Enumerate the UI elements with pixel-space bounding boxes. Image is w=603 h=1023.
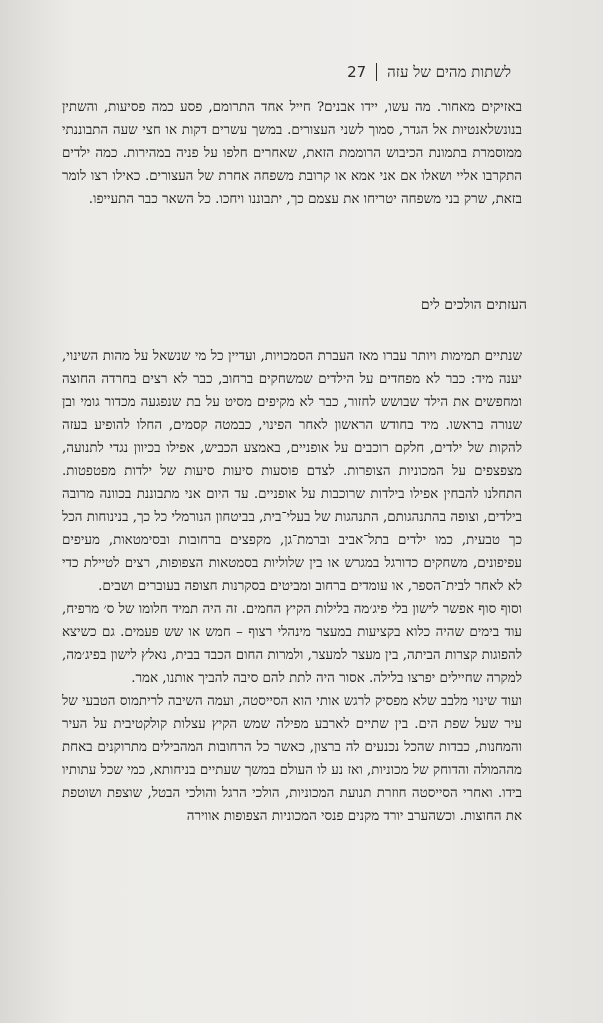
page-number: 27 [347,63,367,81]
paragraph: באזיקים מאחור. מה עשו, יידו אבנים? חייל אחד התרומם, פסע כמה פסיעות, והשתין בנונשלאנטיות אל הגדר, סמוך לשני העצורים. במשך עשרים דקות או חצי שעה התבוננתי ממוסמרת בתמונת הכיבוש הרוממת הזאת, שאחרים חלפו על פניה במהירות. כמה ילדים התקרבו אליי ושאלו אם אני אמא או קרובת משפחה אחרת של העצורים. כאילו רצו לומר בזאת, שרק בני משפחה יטריחו את עצמם כך, יתבוננו ויחכו. כל השאר כבר התעייפו. [62,100,522,207]
section-heading: העזתים הולכים לים [420,297,527,313]
body-text-top [62,96,522,211]
paragraph: וסוף סוף אפשר לישון בלי פיג׳מה בלילות הקיץ החמים. זה היה תמיד חלומו של ס׳ מרפיח, עוד בימים שהיה כלוא בקציעות במעצר מינהלי רצוף – חמש או שש פעמים. גם כשיצא להפוגות קצרות הביתה, בין מעצר למעצר, ולמרות החום הכבד בבית, נאלץ לישון בפיג׳מה, למקרה שחיילים יפרצו בלילה. אסור היה לתת להם סיבה להביך אותנו, אמר. [62,602,522,686]
paragraph: ועוד שינוי מלבב שלא מפסיק לרגש אותי הוא הסייסטה, ועמה השיבה לריתמוס הטבעי של עיר שעל שפת הים. בין שתיים לארבע מפילה שמש הקיץ עצלות קולקטיבית על העיר והמחנות, כבדות שהכל נכנעים לה ברצון, כאשר כל הרחובות המהבילים מתרוקנים באחת מההמולה והדוחק של מכוניות, ואז נע לו העולם במשך שעתיים בניחותא, כמי שכל עתותיו בידו. ואחרי הסייסטה חוזרת תנועת המכוניות, הולכי הרגל והולכי הבטל, שוצפת ושוטפת את החוצות. וכשהערב יורד מקנים פנסי המכוניות הצפופות אווירה [62,694,522,824]
running-header [70,60,511,84]
body-text-section [62,345,522,828]
paragraph: שנתיים תמימות ויותר עברו מאז העברת הסמכויות, ועדיין כל מי שנשאל על מהות השינוי, יענה מיד: כבר לא מפחדים על הילדים שמשחקים ברחוב, כבר לא רצים בחרדה החוצה ומחפשים את הילד שבושש לחזור, כבר לא מקיפים מסיט על בת שנפגעה מכדור גומי ובן שנורה בראשו. מיד בחודש הראשון לאחר הפינוי, כבמטה קסמים, החלו להופיע בעזה להקות של ילדים, חלקם רוכבים על אופניים, באמצע הכביש, אפילו בכיוון נגדי לתנועה, מצפצפים על המכוניות הצופרות. לצדם פוסעות סיעות סיעות של ילדות מפטפטות. התחלנו להבחין אפילו בילדות שרוכבות על אופניים. עד היום אני מתבוננת בכוונה מרובה בילדים, וצופה בהתנהגותם, התנהגות של בעלי־בית, בביטחון הנורמלי כל כך, בנינוחות הכל כך טבעית, כמו ילדים בתל־אביב וברמת־גן, מקפצים ברחובות ובסימטאות, מעיפים עפיפונים, משחקים כדורגל במגרש או בין שלוליות בסמטאות הצפופות, רצים לטיילת כדי לא לאחר לבית־הספר, או עומדים ברחוב ומביטים בסקרנות חצופה בעוברים ושבים. [62,349,522,594]
header-divider [376,63,377,81]
running-title: לשתות מהים של עזה [387,62,511,81]
